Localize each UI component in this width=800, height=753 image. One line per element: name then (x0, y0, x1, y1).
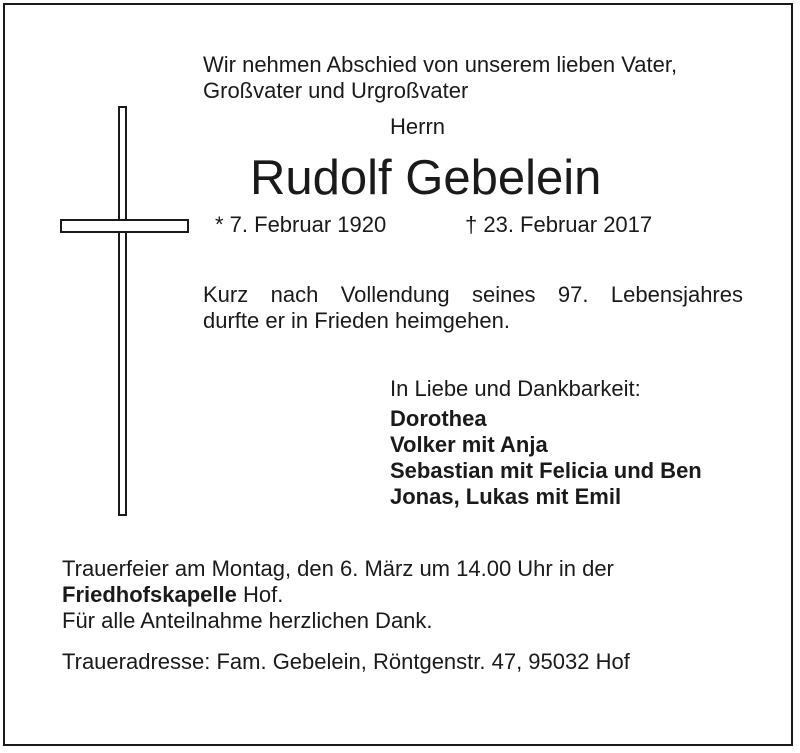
birth-date: * 7. Februar 1920 (215, 212, 387, 237)
paragraph-line-2: durfte er in Frieden heimgehen. (203, 308, 510, 333)
cross-vertical-bar (118, 106, 127, 516)
signer-name: Sebastian mit Felicia und Ben (390, 458, 702, 483)
mourning-address: Traueradresse: Fam. Gebelein, Röntgenstr. 47, 95032 Hof (62, 649, 630, 674)
cross-junction (120, 221, 125, 231)
service-line-1: Trauerfeier am Montag, den 6. März um 14.00 Uhr in der (62, 556, 614, 581)
service-venue: Friedhofskapelle (62, 582, 237, 607)
death-date: † 23. Februar 2017 (465, 212, 653, 237)
service-info (62, 556, 614, 634)
deceased-name: Rudolf Gebelein (250, 151, 602, 205)
obituary-paragraph (203, 282, 743, 334)
intro-line-1: Wir nehmen Abschied von unserem lieben Vater, (203, 52, 678, 77)
signer-name: Volker mit Anja (390, 432, 548, 457)
service-venue-suffix: Hof. (236, 582, 284, 607)
signer-name: Jonas, Lukas mit Emil (390, 484, 622, 509)
signers-list (390, 406, 702, 510)
thanks-line: In Liebe und Dankbarkeit: (390, 376, 641, 401)
service-line-2 (62, 582, 614, 608)
paragraph-line-1: Kurz nach Vollendung seines 97. Lebensjahres (203, 282, 743, 307)
intro-line-2: Großvater und Urgroßvater (203, 78, 469, 103)
honorific: Herrn (390, 114, 446, 139)
intro-text (203, 52, 677, 104)
service-line-3: Für alle Anteilnahme herzlichen Dank. (62, 608, 433, 633)
signer-name: Dorothea (390, 406, 487, 431)
